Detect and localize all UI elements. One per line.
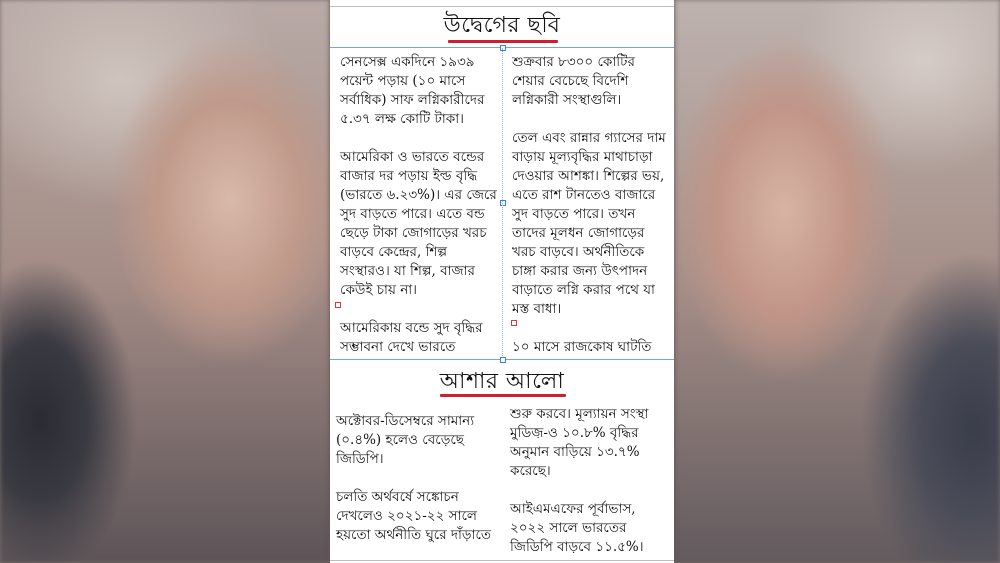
paragraph: অক্টোবর-ডিসেম্বরে সামান্য (০.৪%) হলেও বেড়েছে জিডিপি।	[336, 413, 475, 467]
blurred-background-left	[0, 0, 330, 563]
text-overflow-marker[interactable]	[335, 302, 341, 308]
headline-underline-red	[448, 40, 558, 43]
paragraph: আইএমএফের পূর্বাভাস, ২০২২ সালে ভারতের জিডিপি বাড়বে ১১.৫%।	[510, 501, 644, 555]
text-overflow-marker[interactable]	[511, 320, 517, 326]
newspaper-graphic	[330, 0, 674, 563]
bottom-divider	[330, 560, 674, 561]
column-right-worry	[512, 53, 670, 357]
section-headline-hope: আশার আলো	[439, 369, 565, 394]
selection-handle[interactable]	[500, 357, 506, 363]
blurred-background-right	[674, 0, 1000, 563]
top-divider	[330, 6, 674, 7]
paragraph: চলতি অর্থবর্ষে সঙ্কোচন দেখলেও ২০২১-২২ সালে হয়তো অর্থনীতি ঘুরে দাঁড়াতে	[336, 489, 492, 543]
column-right-hope	[510, 405, 670, 557]
column-left-worry	[340, 53, 498, 357]
paragraph: শুরু করবে। মূল্যায়ন সংস্থা মুডিজ়-ও ১০.৮% বৃদ্ধির অনুমান বাড়িয়ে ১৩.৭% করেছে।	[510, 406, 649, 479]
selection-handle[interactable]	[500, 200, 506, 206]
headline-underline-red	[440, 394, 566, 397]
layout-guide-column	[502, 48, 503, 358]
paragraph: সেনসেক্স একদিনে ১৯৩৯ পয়েন্ট পড়ায় (১০ মাসে সর্বাধিক) সাফ লগ্নিকারীদের ৫.৩৭ লক্ষ কোটি টাকা।	[340, 54, 485, 127]
selection-handle[interactable]	[500, 45, 506, 51]
paragraph: তেল এবং রান্নার গ্যাসের দাম বাড়ায় মূল্যবৃদ্ধির মাথাচাড়া দেওয়ার আশঙ্কা। শিল্পের ভয়, এতে রাশ টানতেও বাজারে সুদ বাড়তে পারে। তখন তাদের মূলধন জোগাড়ের খরচ বাড়বে। অর্থনীতিকে চাঙ্গা করার জন্য উৎপাদন বাড়াতে লগ্নি করার পথে যা মস্ত বাধা।	[512, 130, 666, 317]
section-headline-worry: উদ্বেগের ছবি	[443, 13, 561, 38]
column-left-hope	[336, 412, 496, 545]
paragraph: আমেরিকায় বন্ডে সুদ বৃদ্ধির সম্ভাবনা দেখে ভারতে	[340, 320, 483, 355]
paragraph: শুক্রবার ৮৩০০ কোটির শেয়ার বেচেছে বিদেশি লগ্নিকারী সংস্থাগুলি।	[512, 54, 635, 108]
paragraph: আমেরিকা ও ভারতে বন্ডের বাজার দর পড়ায় ইল্ড বৃদ্ধি (ভারতে ৬.২৩%)। এর জেরে সুদ বাড়তে পারে। এতে বন্ড ছেড়ে টাকা জোগাড়ের খরচ বাড়বে কেন্দ্রের, শিল্প সংস্থারও। যা শিল্প, বাজার কেউই চায় না।	[340, 149, 497, 298]
paragraph: ১০ মাসে রাজকোষ ঘাটতি	[512, 339, 652, 355]
